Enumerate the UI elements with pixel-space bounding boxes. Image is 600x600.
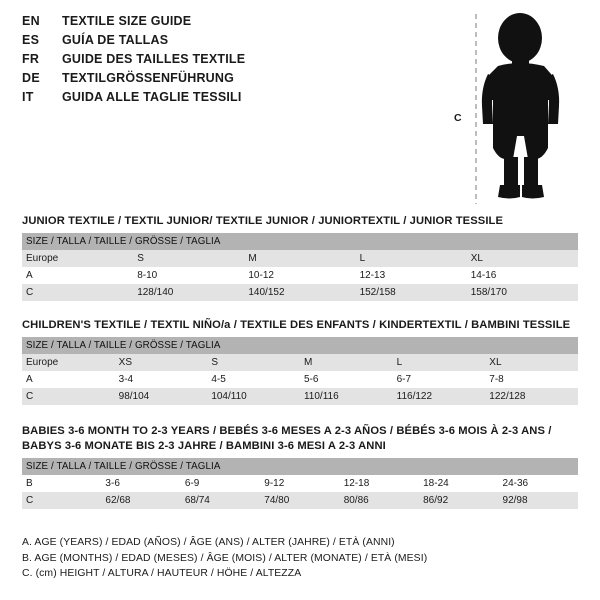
table-row [22,267,578,284]
language-code: ES [22,33,40,47]
row-label: A [22,371,115,388]
cell-value: 12-13 [356,267,467,284]
legend-line-a: A. AGE (YEARS) / EDAD (AÑOS) / ÂGE (ANS) / ALTER (JAHRE) / ETÀ (ANNI) [22,537,395,548]
cell-value: 6-7 [393,371,486,388]
cell-value: 92/98 [499,492,578,509]
cell-value: 110/116 [300,388,393,405]
language-row [22,33,442,52]
cell-value: 158/170 [467,284,578,301]
column-size: M [300,354,393,371]
language-code: DE [22,71,40,85]
legend-line-c: C. (cm) HEIGHT / ALTURA / HAUTEUR / HÖHE / ALTEZZA [22,568,302,579]
row-label: C [22,492,101,509]
column-size: XS [115,354,208,371]
row-label: B [22,475,101,492]
row-label: C [22,388,115,405]
row-label: A [22,267,133,284]
cell-value: 4-5 [207,371,300,388]
cell-value: 10-12 [244,267,355,284]
column-size: M [244,250,355,267]
language-row [22,14,442,33]
table-row [22,388,578,405]
cell-value: 18-24 [419,475,498,492]
language-title: TEXTILGRÖSSENFÜHRUNG [62,71,235,85]
section-babies [22,424,578,509]
row-label: C [22,284,133,301]
table-row-columns [22,250,578,267]
cell-value: 122/128 [485,388,578,405]
cell-value: 68/74 [181,492,260,509]
cell-value: 116/122 [393,388,486,405]
cell-value: 5-6 [300,371,393,388]
column-size: XL [485,354,578,371]
language-row [22,90,442,109]
table-header-row [22,458,578,475]
cell-value: 128/140 [133,284,244,301]
cell-value: 7-8 [485,371,578,388]
child-silhouette-icon [452,8,592,208]
column-region: Europe [22,354,115,371]
height-measure-label: C [454,112,462,124]
language-title: GUÍA DE TALLAS [62,33,169,47]
cell-value: 3-4 [115,371,208,388]
cell-value: 9-12 [260,475,339,492]
babies-size-table [22,458,578,509]
cell-value: 3-6 [101,475,180,492]
cell-value: 140/152 [244,284,355,301]
cell-value: 152/158 [356,284,467,301]
column-size: L [393,354,486,371]
junior-size-table [22,233,578,301]
column-region: Europe [22,250,133,267]
size-header-label: SIZE / TALLA / TAILLE / GRÖSSE / TAGLIA [22,458,578,475]
language-code: FR [22,52,40,66]
cell-value: 12-18 [340,475,419,492]
cell-value: 62/68 [101,492,180,509]
size-header-label: SIZE / TALLA / TAILLE / GRÖSSE / TAGLIA [22,337,578,354]
cell-value: 8-10 [133,267,244,284]
language-title: TEXTILE SIZE GUIDE [62,14,192,28]
cell-value: 14-16 [467,267,578,284]
table-header-row [22,337,578,354]
section-title: CHILDREN'S TEXTILE / TEXTIL NIÑO/а / TEXTILE DES ENFANTS / KINDERTEXTIL / BAMBINI TESSILE [22,319,571,331]
cell-value: 6-9 [181,475,260,492]
section-title: JUNIOR TEXTILE / TEXTIL JUNIOR/ TEXTILE JUNIOR / JUNIORTEXTIL / JUNIOR TESSILE [22,215,504,227]
language-row [22,71,442,90]
children-size-table [22,337,578,405]
size-header-label: SIZE / TALLA / TAILLE / GRÖSSE / TAGLIA [22,233,578,250]
table-row-columns [22,354,578,371]
cell-value: 74/80 [260,492,339,509]
cell-value: 24-36 [499,475,578,492]
cell-value: 86/92 [419,492,498,509]
section-children [22,318,578,405]
table-row [22,475,578,492]
legend-line-b: B. AGE (MONTHS) / EDAD (MESES) / ÂGE (MOIS) / ALTER (MONATE) / ETÀ (MESI) [22,552,428,564]
table-row [22,284,578,301]
language-title: GUIDE DES TAILLES TEXTILE [62,52,246,66]
language-title-block [22,14,442,109]
legend-block [22,535,578,582]
column-size: S [133,250,244,267]
section-title: BABIES 3-6 MONTH TO 2-3 YEARS / BEBÉS 3-6 MESES A 2-3 AÑOS / BÉBÉS 3-6 MOIS À 2-3 ANS / BABYS 3-6 MONATE BIS 2-3 JAHRE / BAMBINI 3-6 MESI A 2-3 ANNI [22,425,552,453]
language-title: GUIDA ALLE TAGLIE TESSILI [62,90,242,104]
language-code: EN [22,14,40,28]
cell-value: 80/86 [340,492,419,509]
column-size: S [207,354,300,371]
cell-value: 104/110 [207,388,300,405]
language-row [22,52,442,71]
child-silhouette-figure [452,8,592,203]
language-code: IT [22,90,34,104]
table-row [22,492,578,509]
section-junior [22,214,578,301]
cell-value: 98/104 [115,388,208,405]
table-header-row [22,233,578,250]
table-row [22,371,578,388]
column-size: L [356,250,467,267]
column-size: XL [467,250,578,267]
